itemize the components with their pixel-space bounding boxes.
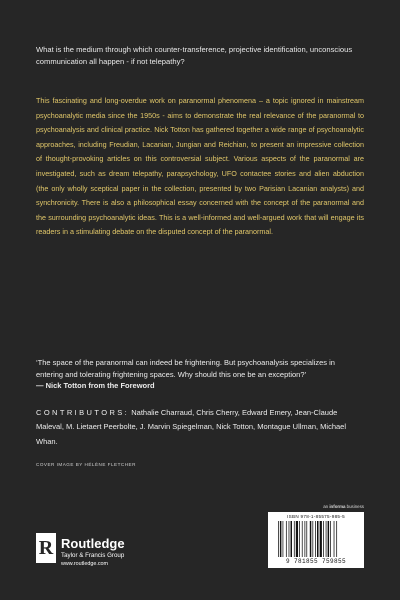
barcode-stripe bbox=[280, 521, 282, 557]
intro-question: What is the medium through which counter-transference, projective identification, unconscious communication all happen - if not telepathy? bbox=[36, 45, 353, 66]
barcode-stripe bbox=[289, 521, 290, 557]
quote-text: ‘The space of the paranormal can indeed be frightening. But psychoanalysis specializes in entering and tolerating frightening spaces. Why should this one be an exception?’ bbox=[36, 358, 335, 379]
contributors-list bbox=[36, 406, 364, 449]
cover-image-credit: COVER IMAGE BY HÉLÈNE FLETCHER bbox=[36, 462, 136, 467]
barcode-stripe bbox=[299, 521, 300, 557]
informa-name: informa bbox=[329, 504, 346, 509]
barcode-stripe bbox=[278, 521, 279, 557]
isbn-text: ISBN 978-1-85575-985-5 bbox=[287, 514, 345, 519]
barcode-stripe bbox=[286, 521, 287, 557]
barcode-stripe bbox=[294, 521, 295, 557]
informa-business-label: an informa business bbox=[323, 504, 364, 509]
quote-attribution: — Nick Totton from the Foreword bbox=[36, 381, 155, 391]
publisher-group: Taylor & Francis Group bbox=[61, 552, 125, 559]
barcode-stripe bbox=[315, 521, 316, 557]
publisher-name: Routledge bbox=[61, 536, 125, 551]
barcode-stripe bbox=[326, 521, 327, 557]
routledge-logo-icon: R bbox=[36, 533, 56, 563]
book-description: This fascinating and long-overdue work on paranormal phenomena – a topic ignored in mainstream psychoanalytic media since the 1950s - aims to demonstrate the real relevance of the paranormal to psychoanalysis and clinical practice. Nick Totton has gathered together a wide range of psychoanalytic approaches, including Freudian, Lacanian, Jungian and Reichian, to present an impressive collection of thought-provoking articles on this controversial subject. Various aspects of the paranormal are investigated, such as dream telepathy, parapsychology, UFO contactee stories and alien abduction (the only wholly sceptical paper in the collection, presented by two Parisian Lacanian analysts) and synchronicity. There is also a philosophical essay concerned with the concept of the paranormal and the surrounding psychoanalytic ideas. This is a well-informed and well-argued work that will engage its readers in a stimulating debate on the disputed concept of the paranormal. bbox=[36, 96, 364, 237]
barcode-stripe bbox=[302, 521, 303, 557]
contributors-label: CONTRIBUTORS: bbox=[36, 408, 130, 417]
barcode-bars-icon bbox=[277, 521, 357, 557]
barcode-stripe bbox=[317, 521, 319, 557]
barcode-number: 9 781855 759855 bbox=[285, 558, 346, 565]
barcode-stripe bbox=[291, 521, 293, 557]
barcode-stripe bbox=[323, 521, 324, 557]
barcode-stripe bbox=[296, 521, 298, 557]
barcode-stripe bbox=[310, 521, 312, 557]
barcode-stripe bbox=[283, 521, 284, 557]
barcode-stripe bbox=[330, 521, 331, 557]
contributors-names: Nathalie Charraud, Chris Cherry, Edward Emery, Jean-Claude Maleval, M. Lietaert Peerbolte, J. Marvin Spiegelman, Nick Totton, Montague Ullman, Michael Whan. bbox=[36, 408, 347, 446]
barcode-stripe bbox=[305, 521, 306, 557]
isbn-barcode bbox=[268, 512, 364, 568]
barcode-stripe bbox=[334, 521, 335, 557]
foreword-quote bbox=[36, 357, 364, 392]
barcode-stripe bbox=[306, 521, 307, 557]
publisher-url: www.routledge.com bbox=[61, 561, 109, 567]
barcode-stripe bbox=[336, 521, 337, 557]
barcode-stripe bbox=[320, 521, 322, 557]
barcode-stripe bbox=[312, 521, 313, 557]
barcode-stripe bbox=[328, 521, 330, 557]
